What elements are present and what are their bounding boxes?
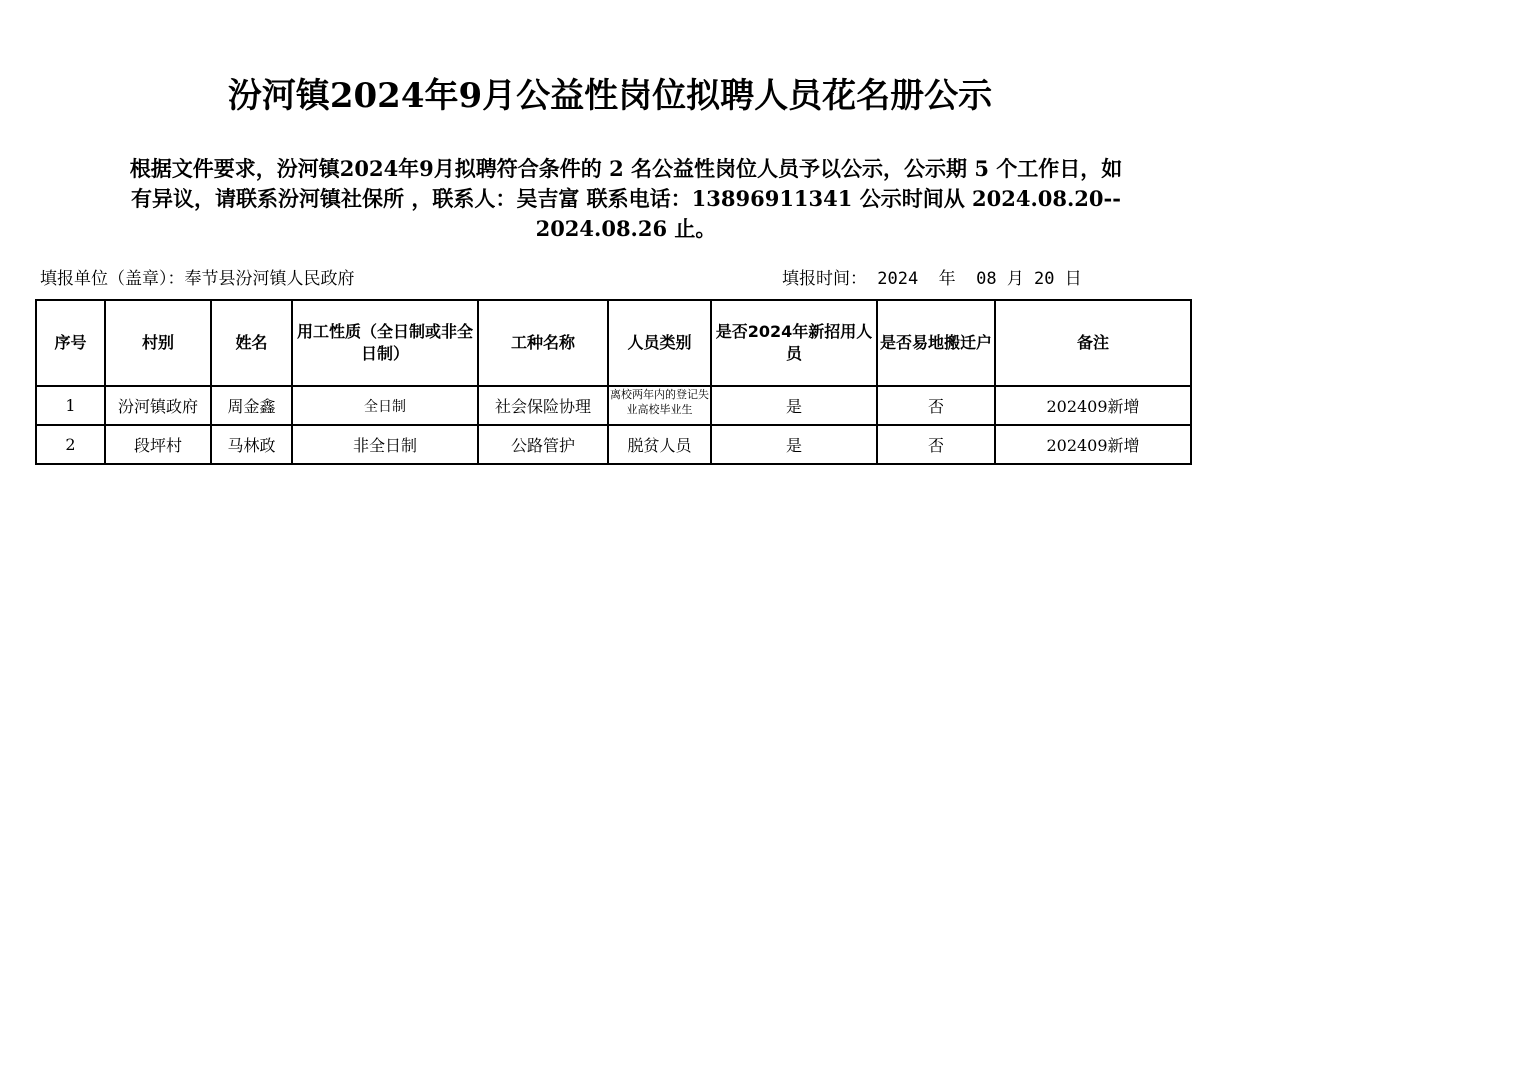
notice-line: 根据文件要求，汾河镇2024年9月拟聘符合条件的 2 名公益性岗位人员予以公示，公示期 5 个工作日，如 [129, 156, 1123, 181]
table-cell: 脱贫人员 [608, 425, 711, 464]
header-row [36, 300, 1191, 386]
column-header: 村别 [105, 300, 211, 386]
table-cell: 是 [711, 386, 877, 425]
roster-table [35, 299, 1192, 465]
table-cell-text: 离校两年内的登记失业高校毕业生 [610, 388, 709, 416]
reporting-date: 填报时间： 2024 年 08 月 20 日 [782, 269, 1082, 289]
column-header: 备注 [995, 300, 1191, 386]
table-cell: 汾河镇政府 [105, 386, 211, 425]
table-cell: 是 [711, 425, 877, 464]
table-cell [608, 386, 711, 425]
page-title: 汾河镇2024年9月公益性岗位拟聘人员花名册公示 [227, 76, 993, 116]
table-cell: 马林政 [211, 425, 292, 464]
table-row [36, 386, 1191, 425]
column-header: 用工性质（全日制或非全日制） [292, 300, 478, 386]
column-header: 姓名 [211, 300, 292, 386]
column-header: 人员类别 [608, 300, 711, 386]
column-header: 序号 [36, 300, 105, 386]
table-cell: 社会保险协理 [478, 386, 608, 425]
table-cell: 非全日制 [292, 425, 478, 464]
table-cell: 202409新增 [995, 386, 1191, 425]
column-header: 是否2024年新招用人员 [711, 300, 877, 386]
table-cell: 全日制 [292, 386, 478, 425]
table-cell: 2 [36, 425, 105, 464]
table-cell: 否 [877, 425, 995, 464]
table-cell: 周金鑫 [211, 386, 292, 425]
table-cell: 202409新增 [995, 425, 1191, 464]
notice-line: 有异议，请联系汾河镇社保所 ，联系人：吴吉富 联系电话：13896911341 公示时间从 2024.08.20-- [131, 186, 1121, 211]
column-header: 是否易地搬迁户 [877, 300, 995, 386]
notice-paragraph [66, 154, 1186, 244]
table-row [36, 425, 1191, 464]
notice-line: 2024.08.26 止。 [535, 216, 717, 241]
table-cell: 段坪村 [105, 425, 211, 464]
reporting-unit: 填报单位（盖章）：奉节县汾河镇人民政府 [40, 269, 355, 289]
column-header: 工种名称 [478, 300, 608, 386]
table-cell: 公路管护 [478, 425, 608, 464]
table-cell: 1 [36, 386, 105, 425]
table-cell: 否 [877, 386, 995, 425]
